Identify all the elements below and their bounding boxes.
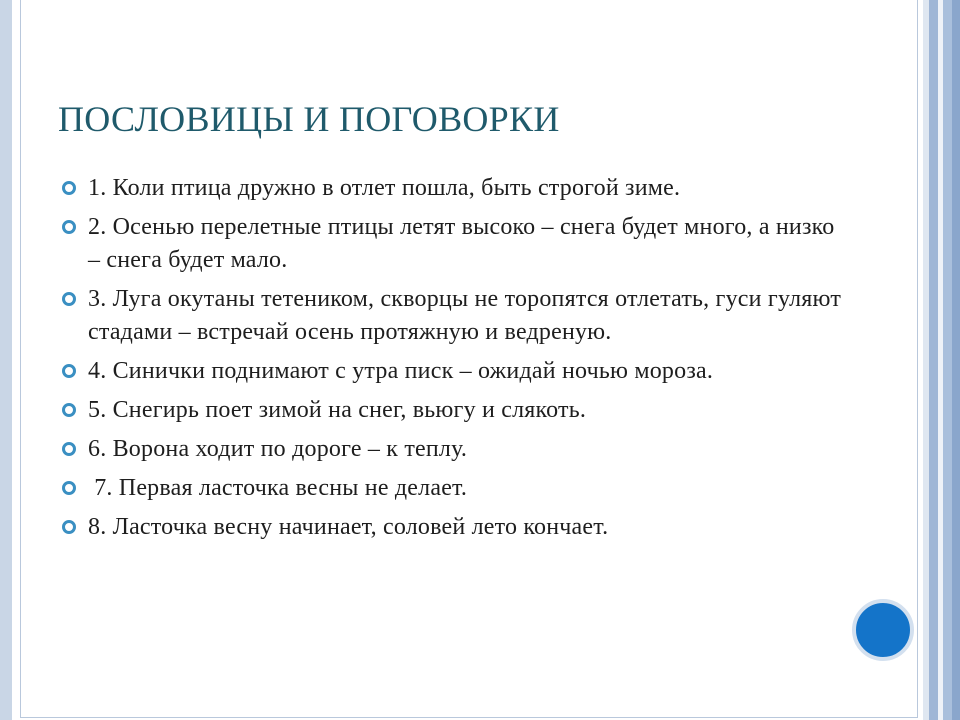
stripe bbox=[943, 0, 952, 720]
list-item bbox=[62, 433, 842, 466]
bullet-ring-icon bbox=[62, 481, 76, 495]
right-decor-stripes bbox=[923, 0, 960, 720]
bullet-ring-icon bbox=[62, 520, 76, 534]
list-item-text: 6. Ворона ходит по дороге – к теплу. bbox=[88, 436, 468, 462]
list-item-text: 5. Снегирь поет зимой на снег, вьюгу и слякоть. bbox=[88, 397, 587, 423]
list-item bbox=[62, 283, 842, 349]
bullet-ring-icon bbox=[62, 220, 76, 234]
slide-title: ПОСЛОВИЦЫ И ПОГОВОРКИ bbox=[58, 99, 560, 139]
stripe bbox=[952, 0, 960, 720]
list-item bbox=[62, 172, 842, 205]
list-item-text: 3. Луга окутаны тетеником, скворцы не торопятся отлетать, гуси гуляют стадами – встречай осень протяжную и ведреную. bbox=[88, 286, 842, 345]
bullet-ring-icon bbox=[62, 292, 76, 306]
list-item-text: 4. Синички поднимают с утра писк – ожидай ночью мороза. bbox=[88, 358, 714, 384]
list-item bbox=[62, 511, 842, 544]
bullet-ring-icon bbox=[62, 364, 76, 378]
list-item-text: 7. Первая ласточка весны не делает. bbox=[88, 475, 468, 501]
list-item bbox=[62, 211, 842, 277]
bullet-ring-icon bbox=[62, 442, 76, 456]
list-item bbox=[62, 355, 842, 388]
proverb-list bbox=[62, 172, 842, 550]
list-item-text: 1. Коли птица дружно в отлет пошла, быть строгой зиме. bbox=[88, 175, 681, 201]
bullet-ring-icon bbox=[62, 181, 76, 195]
bullet-ring-icon bbox=[62, 403, 76, 417]
list-item bbox=[62, 394, 842, 427]
stripe bbox=[929, 0, 938, 720]
decor-circle bbox=[852, 599, 914, 661]
list-item bbox=[62, 472, 842, 505]
list-item-text: 2. Осенью перелетные птицы летят высоко – снега будет много, а низко – снега будет мало. bbox=[88, 214, 835, 273]
list-item-text: 8. Ласточка весну начинает, соловей лето кончает. bbox=[88, 514, 609, 540]
left-decor-bar bbox=[0, 0, 12, 720]
